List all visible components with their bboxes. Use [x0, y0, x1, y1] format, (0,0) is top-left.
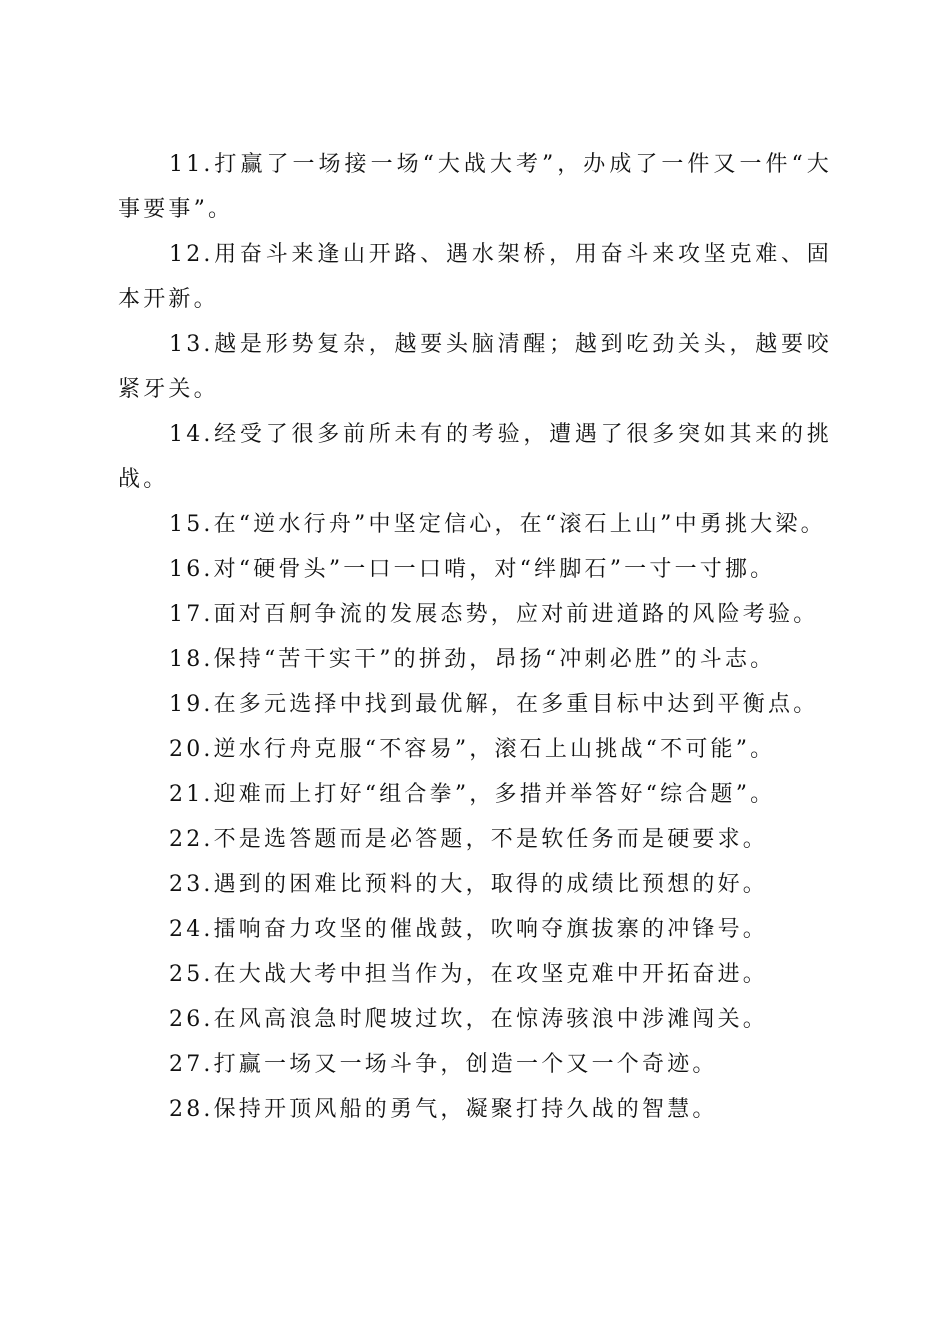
paragraph-12: 12.用奋斗来逢山开路、遇水架桥，用奋斗来攻坚克难、固本开新。: [118, 242, 832, 312]
paragraph-16: 16.对“硬骨头”一口一口啃，对“绊脚石”一寸一寸挪。: [169, 557, 776, 582]
paragraph-11: 11.打赢了一场接一场“大战大考”，办成了一件又一件“大事要事”。: [118, 152, 832, 222]
paragraph-20: 20.逆水行舟克服“不容易”，滚石上山挑战“不可能”。: [169, 737, 776, 762]
paragraph-21: 21.迎难而上打好“组合拳”，多措并举答好“综合题”。: [169, 782, 776, 807]
paragraph-13: 13.越是形势复杂，越要头脑清醒；越到吃劲关头，越要咬紧牙关。: [118, 332, 832, 402]
paragraph-23: 23.遇到的困难比预料的大，取得的成绩比预想的好。: [169, 872, 768, 897]
paragraph-17: 17.面对百舸争流的发展态势，应对前进道路的风险考验。: [169, 602, 819, 627]
paragraph-15: 15.在“逆水行舟”中坚定信心，在“滚石上山”中勇挑大梁。: [169, 512, 826, 537]
paragraph-27: 27.打赢一场又一场斗争，创造一个又一个奇迹。: [169, 1052, 718, 1077]
paragraph-25: 25.在大战大考中担当作为，在攻坚克难中开拓奋进。: [169, 962, 768, 987]
document-body: [118, 142, 832, 1132]
paragraph-24: 24.擂响奋力攻坚的催战鼓，吹响夺旗拔寨的冲锋号。: [169, 917, 768, 942]
paragraph-28: 28.保持开顶风船的勇气，凝聚打持久战的智慧。: [169, 1097, 718, 1122]
paragraph-26: 26.在风高浪急时爬坡过坎，在惊涛骇浪中涉滩闯关。: [169, 1007, 768, 1032]
paragraph-19: 19.在多元选择中找到最优解，在多重目标中达到平衡点。: [169, 692, 819, 717]
paragraph-18: 18.保持“苦干实干”的拼劲，昂扬“冲刺必胜”的斗志。: [169, 647, 776, 672]
paragraph-22: 22.不是选答题而是必答题，不是软任务而是硬要求。: [169, 827, 768, 852]
paragraph-14: 14.经受了很多前所未有的考验，遭遇了很多突如其来的挑战。: [118, 422, 832, 492]
